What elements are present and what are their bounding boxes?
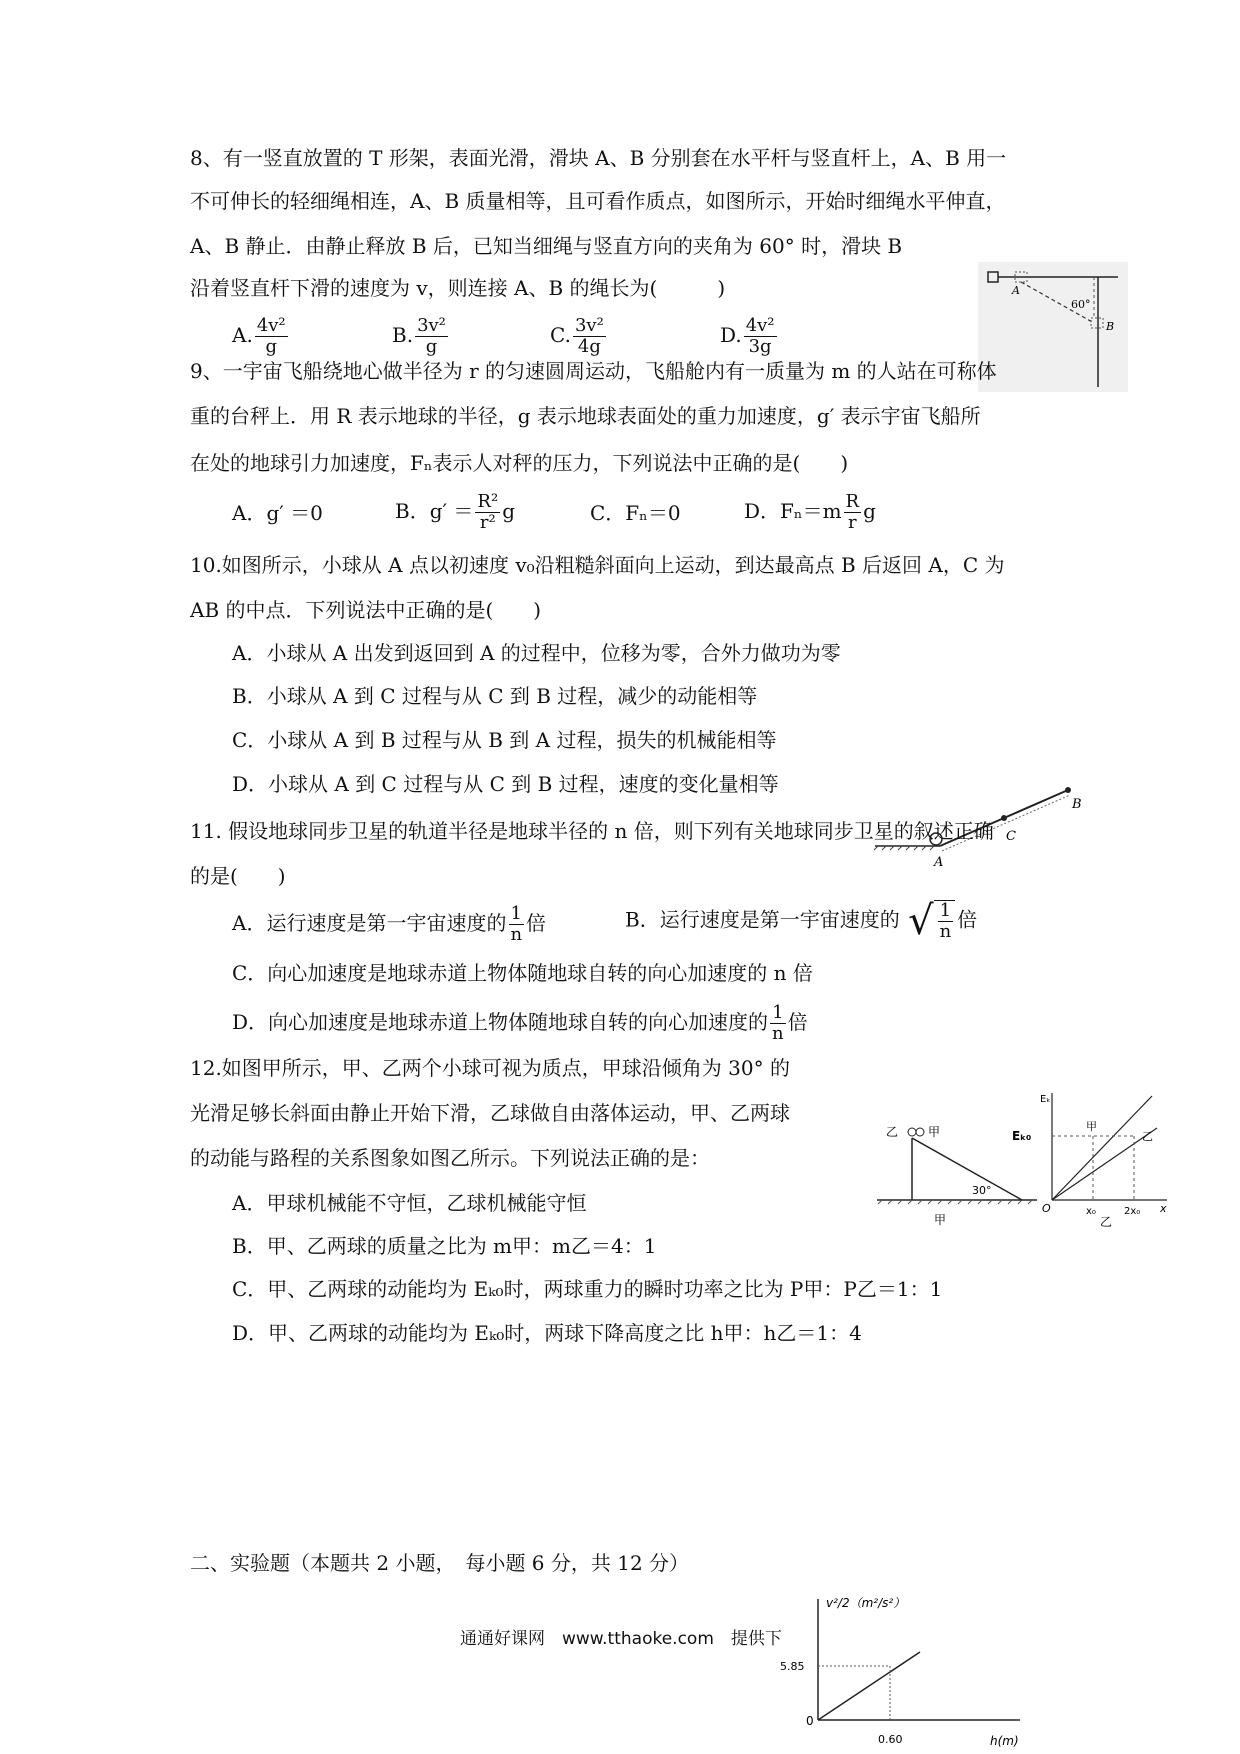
q9-line-2: 重的台秤上．用 R 表示地球的半径，g 表示地球表面处的重力加速度，g′ 表示宇宙飞船所 [190,404,981,428]
q9-line-1: 9、一宇宙飞船绕地心做半径为 r 的匀速圆周运动，飞船舱内有一质量为 m 的人站在可称体 [190,359,997,383]
q12-fig-angle: 30° [972,1184,992,1197]
q9-option-d: D．Fₙ＝m $\frac{R}{r}$ g [744,491,876,533]
graph-x-label: h(m) [990,1734,1019,1748]
q12-figure [872,1088,1172,1228]
q8-t-frame-figure [978,262,1128,392]
q12-fig-ek-axis: Eₖ [1040,1094,1051,1105]
footer-watermark: 通通好课网 www.tthaoke.com 提供下 [460,1629,782,1649]
q10-line-2: AB 的中点．下列说法中正确的是( ) [190,598,542,622]
q11-line-1: 11. 假设地球同步卫星的轨道半径是地球半径的 n 倍，则下列有关地球同步卫星的叙述正确 [190,819,994,843]
q12-option-b: B．甲、乙两球的质量之比为 m甲：m乙＝4：1 [232,1234,657,1258]
q12-fig-yi-label: 乙 [886,1125,899,1139]
experiment-graph [780,1595,1030,1754]
q10-option-b: B．小球从 A 到 C 过程与从 C 到 B 过程，减少的动能相等 [232,684,758,708]
q8-line-3: A、B 静止．由静止释放 B 后，已知当细绳与竖直方向的夹角为 60° 时，滑块 B [190,234,903,258]
q8-line-2: 不可伸长的轻细绳相连，A、B 质量相等，且可看作质点，如图所示，开始时细绳水平伸直， [190,189,1006,213]
q12-fig-jia-label: 甲 [928,1125,941,1139]
q9-line-3: 在处的地球引力加速度，Fₙ表示人对秤的压力，下列说法中正确的是( ) [190,451,849,475]
graph-y-tick: 5.85 [780,1660,805,1673]
q12-fig-ek0: Eₖ₀ [1012,1129,1032,1143]
q8-option-b: B. $\frac{\text{3v²}}{g}$ [392,315,446,357]
q10-fig-label-c: C [1006,829,1016,844]
q10-fig-label-a: A [934,855,944,870]
graph-y-label: v²/2（m²/s²） [826,1596,906,1610]
q12-fig-caption-left: 甲 [934,1213,947,1227]
q8-option-d: D. $\frac{\text{4v²}}{3g}$ [720,315,775,357]
q9-option-c: C．Fₙ＝0 [590,501,681,525]
q10-option-d: D．小球从 A 到 C 过程与从 C 到 B 过程，速度的变化量相等 [232,772,779,796]
q8-fig-label-b: B [1106,320,1115,333]
q12-line-2: 光滑足够长斜面由静止开始下滑，乙球做自由落体运动，甲、乙两球 [190,1101,790,1125]
q12-fig-graph-jia: 甲 [1086,1120,1097,1133]
q11-line-2: 的是( ) [190,864,286,888]
q9-option-b: B．g′ ＝ $\frac{\text{R²}}{\text{r²}}$ g [395,491,515,533]
q10-fig-label-b: B [1072,797,1082,812]
q12-fig-graph-yi: 乙 [1142,1130,1153,1143]
graph-origin: 0 [806,1714,814,1728]
q12-fig-2x0: 2x₀ [1124,1206,1141,1217]
q11-option-c: C．向心加速度是地球赤道上物体随地球自转的向心加速度的 n 倍 [232,961,813,985]
q11-option-b: B．运行速度是第一宇宙速度的 √ $\frac{1}{n}$ 倍 [625,898,978,944]
q12-option-a: A．甲球机械能不守恒，乙球机械能守恒 [232,1191,587,1215]
q10-option-a: A．小球从 A 出发到返回到 A 的过程中，位移为零，合外力做功为零 [232,641,841,665]
q10-option-c: C．小球从 A 到 B 过程与从 B 到 A 过程，损失的机械能相等 [232,728,777,752]
section-2-heading: 二、实验题（本题共 2 小题， 每小题 6 分，共 12 分） [190,1551,690,1575]
q12-line-1: 12.如图甲所示，甲、乙两个小球可视为质点，甲球沿倾角为 30° 的 [190,1056,790,1080]
q8-fig-angle: 60° [1071,298,1091,311]
sqrt-sign: √ $\frac{1}{n}$ [908,900,955,942]
q8-fig-label-a: A [1012,284,1020,297]
q8-line-1: 8、有一竖直放置的 T 形架，表面光滑，滑块 A、B 分别套在水平杆与竖直杆上，A、B 用一 [190,146,1007,170]
q11-option-d: D．向心加速度是地球赤道上物体随地球自转的向心加速度的 $\frac{1}{n}$ 倍 [232,1002,808,1044]
q12-fig-x-axis: x [1160,1202,1167,1215]
q11-option-a: A．运行速度是第一宇宙速度的 $\frac{1}{n}$ 倍 [232,903,547,945]
q10-line-1: 10.如图所示，小球从 A 点以初速度 v₀沿粗糙斜面向上运动，到达最高点 B 后返回 A，C 为 [190,553,1005,577]
q12-fig-origin: O [1042,1202,1051,1215]
q12-fig-x0: x₀ [1086,1206,1096,1217]
q8-line-4: 沿着竖直杆下滑的速度为 v，则连接 A、B 的绳长为( ) [190,276,726,300]
q12-line-3: 的动能与路程的关系图象如图乙所示。下列说法正确的是： [190,1146,710,1170]
q9-option-a: A．g′ ＝0 [232,501,323,525]
graph-x-tick: 0.60 [878,1733,903,1746]
q8-option-a: A. $\frac{\text{4v²}}{g}$ [232,315,286,357]
q12-fig-caption-right: 乙 [1100,1215,1113,1228]
q12-option-d: D．甲、乙两球的动能均为 Eₖ₀时，两球下降高度之比 h甲：h乙＝1：4 [232,1321,862,1345]
q12-option-c: C．甲、乙两球的动能均为 Eₖ₀时，两球重力的瞬时功率之比为 P甲：P乙＝1：1 [232,1277,943,1301]
q8-option-c: C. $\frac{\text{3v²}}{4g}$ [550,315,604,357]
